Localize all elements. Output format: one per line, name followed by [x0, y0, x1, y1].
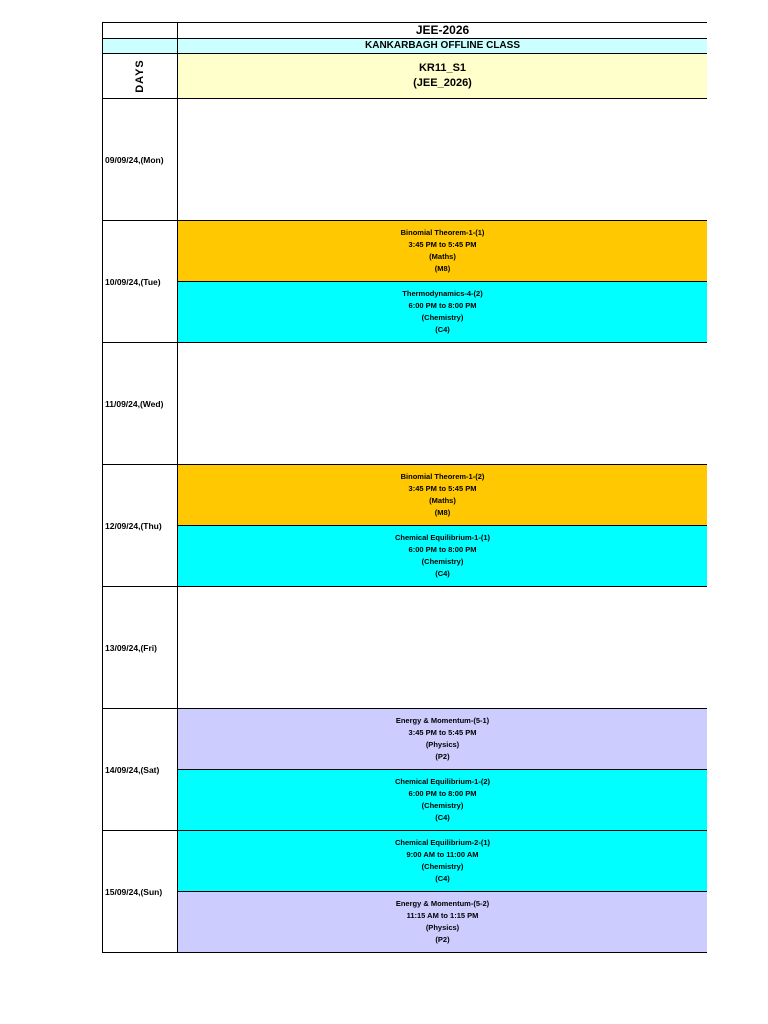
session-subject: (Chemistry)	[421, 801, 464, 810]
day-date: 11/09/24,(Wed)	[103, 343, 178, 465]
class-session	[178, 221, 707, 281]
day-date: 10/09/24,(Tue)	[103, 221, 178, 343]
session-code: (M8)	[434, 508, 451, 517]
session-topic: Thermodynamics-4-(2)	[402, 289, 483, 298]
header-row-center	[102, 39, 707, 54]
day-row	[102, 709, 707, 831]
session-subject: (Chemistry)	[421, 862, 464, 871]
batch-code: KR11_S1	[418, 62, 467, 74]
class-session	[178, 709, 707, 769]
session-time: 9:00 AM to 11:00 AM	[406, 850, 479, 859]
session-time: 11:15 AM to 1:15 PM	[406, 911, 479, 920]
timetable	[102, 22, 707, 953]
day-schedule-cell	[178, 709, 707, 831]
day-schedule-cell	[178, 221, 707, 343]
header-row-batch	[102, 54, 707, 99]
session-time: 6:00 PM to 8:00 PM	[408, 789, 477, 798]
session-time: 3:45 PM to 5:45 PM	[408, 728, 477, 737]
class-session	[178, 831, 707, 891]
header-center-corner	[103, 39, 178, 54]
day-row	[102, 343, 707, 465]
day-row	[102, 221, 707, 343]
session-topic: Energy & Momentum-(5-1)	[395, 716, 490, 725]
batch-subtitle: (JEE_2026)	[413, 77, 472, 89]
session-time: 6:00 PM to 8:00 PM	[408, 301, 477, 310]
session-topic: Binomial Theorem-1-(2)	[400, 472, 485, 481]
session-subject: (Chemistry)	[421, 313, 464, 322]
day-schedule-cell	[178, 587, 707, 709]
session-code: (M8)	[434, 264, 451, 273]
header-corner-cell	[103, 23, 178, 39]
session-code: (C4)	[435, 874, 450, 883]
session-topic: Energy & Momentum-(5-2)	[395, 899, 490, 908]
day-date: 14/09/24,(Sat)	[103, 709, 178, 831]
day-date: 12/09/24,(Thu)	[103, 465, 178, 587]
session-code: (C4)	[435, 569, 450, 578]
batch-header-cell	[178, 54, 707, 99]
class-session	[178, 281, 707, 342]
session-subject: (Maths)	[429, 252, 456, 261]
day-schedule-cell	[178, 99, 707, 221]
day-row	[102, 99, 707, 221]
day-date: 09/09/24,(Mon)	[103, 99, 178, 221]
session-topic: Chemical Equilibrium-1-(1)	[394, 533, 490, 542]
session-code: (P2)	[435, 935, 450, 944]
exam-title: JEE-2026	[178, 23, 707, 39]
session-topic: Chemical Equilibrium-1-(2)	[394, 777, 490, 786]
session-subject: (Chemistry)	[421, 557, 464, 566]
class-session	[178, 891, 707, 952]
day-schedule-cell	[178, 465, 707, 587]
session-code: (P2)	[435, 752, 450, 761]
day-row	[102, 831, 707, 953]
session-time: 6:00 PM to 8:00 PM	[408, 545, 477, 554]
class-session	[178, 465, 707, 525]
session-code: (C4)	[435, 813, 450, 822]
session-subject: (Physics)	[425, 923, 460, 932]
day-date: 15/09/24,(Sun)	[103, 831, 178, 953]
days-header-cell	[103, 54, 178, 99]
days-container	[102, 99, 707, 953]
session-time: 3:45 PM to 5:45 PM	[408, 240, 477, 249]
session-topic: Binomial Theorem-1-(1)	[400, 228, 485, 237]
class-session	[178, 525, 707, 586]
days-label: DAYS	[134, 59, 146, 93]
session-subject: (Maths)	[429, 496, 456, 505]
header-row-exam	[102, 22, 707, 39]
session-subject: (Physics)	[425, 740, 460, 749]
day-date: 13/09/24,(Fri)	[103, 587, 178, 709]
day-row	[102, 587, 707, 709]
day-row	[102, 465, 707, 587]
center-title: KANKARBAGH OFFLINE CLASS	[178, 39, 707, 54]
session-time: 3:45 PM to 5:45 PM	[408, 484, 477, 493]
class-session	[178, 769, 707, 830]
day-schedule-cell	[178, 831, 707, 953]
day-schedule-cell	[178, 343, 707, 465]
session-code: (C4)	[435, 325, 450, 334]
session-topic: Chemical Equilibrium-2-(1)	[394, 838, 490, 847]
